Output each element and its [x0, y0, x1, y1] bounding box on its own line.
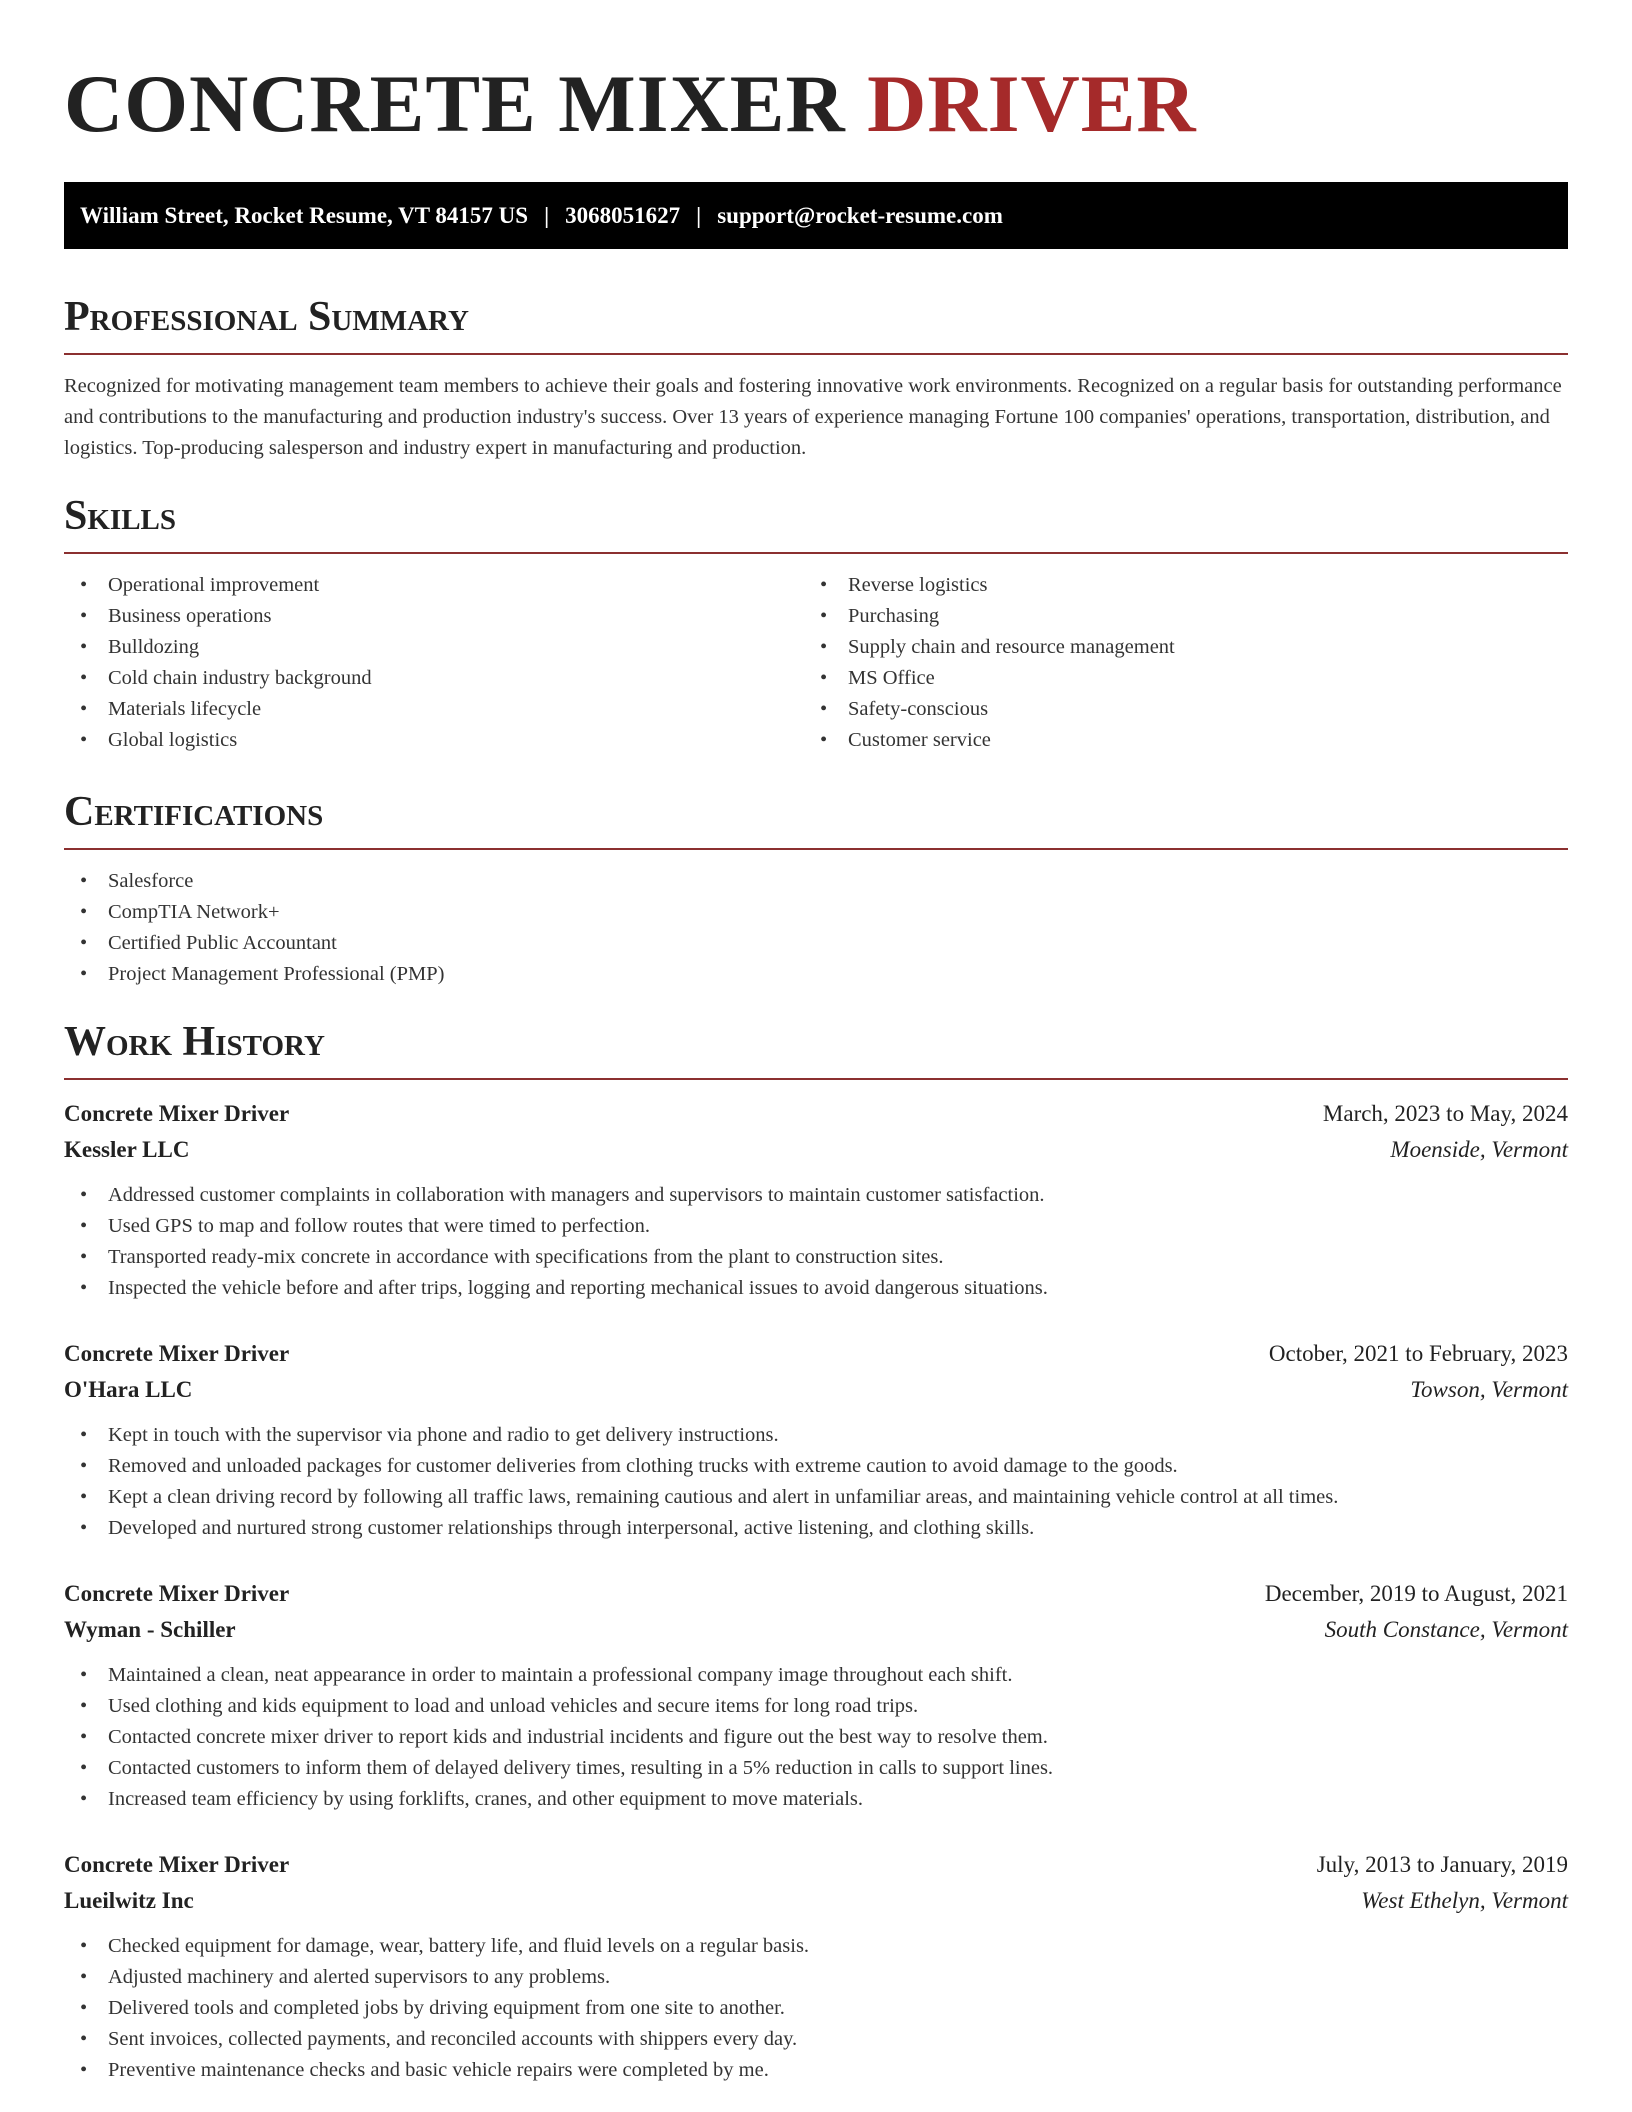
job-title: Concrete Mixer Driver	[64, 1341, 290, 1366]
job-bullet: • Used GPS to map and follow routes that were timed to perfection.	[64, 1211, 1568, 1242]
skills-list-left	[64, 570, 804, 756]
summary-heading: Professional Summary	[64, 294, 469, 340]
skill-item: • Business operations	[64, 601, 804, 632]
job-location: Moenside, Vermont	[1390, 1137, 1568, 1162]
job-company-row	[64, 1132, 1568, 1168]
skill-item: • Customer service	[804, 725, 1544, 756]
job-bullet: • Delivered tools and completed jobs by driving equipment from one site to another.	[64, 1993, 1568, 2024]
contact-separator: |	[696, 202, 702, 228]
job-bullet: • Developed and nurtured strong customer relationships through interpersonal, active listening, and clothing skills.	[64, 1513, 1568, 1544]
section-divider	[64, 1078, 1568, 1080]
certifications-section	[64, 788, 1568, 990]
job-company-row	[64, 1612, 1568, 1648]
skill-item: • Bulldozing	[64, 632, 804, 663]
job-dates: March, 2023 to May, 2024	[1322, 1101, 1568, 1126]
job-entry	[64, 1336, 1568, 1544]
job-bullet: • Kept a clean driving record by following all traffic laws, remaining cautious and alert in unfamiliar areas, and maintaining vehicle control at all times.	[64, 1482, 1568, 1513]
job-dates: December, 2019 to August, 2021	[1264, 1581, 1568, 1606]
contact-phone: 3068051627	[565, 202, 681, 228]
certification-item: • Project Management Professional (PMP)	[64, 959, 1568, 990]
job-title: Concrete Mixer Driver	[64, 1581, 290, 1606]
skill-item: • Materials lifecycle	[64, 694, 804, 725]
work-history-heading: Work History	[64, 1019, 325, 1065]
contact-address: William Street, Rocket Resume, VT 84157 US	[80, 202, 529, 228]
job-bullet: • Maintained a clean, neat appearance in order to maintain a professional company image throughout each shift.	[64, 1660, 1568, 1691]
skills-heading: Skills	[64, 493, 177, 539]
skill-item: • Cold chain industry background	[64, 663, 804, 694]
work-history-section	[64, 1018, 1568, 2086]
certifications-list	[64, 866, 1568, 990]
job-title: Concrete Mixer Driver	[64, 1101, 290, 1126]
job-bullets	[64, 1931, 1568, 2086]
job-bullet: • Removed and unloaded packages for customer deliveries from clothing trucks with extreme caution to avoid damage to the goods.	[64, 1451, 1568, 1482]
job-bullet: • Used clothing and kids equipment to load and unload vehicles and secure items for long road trips.	[64, 1691, 1568, 1722]
summary-text: Recognized for motivating management team members to achieve their goals and fostering innovative work environments. Recognized on a regular basis for outstanding performance and contributions to the manufacturing and production industry's success. Over 13 years of experience managing Fortune 100 companies' operations, transportation, distribution, and logistics. Top-producing salesperson and industry expert in manufacturing and production.	[64, 375, 1562, 459]
job-header-row	[64, 1847, 1568, 1883]
job-header-row	[64, 1576, 1568, 1612]
skills-list-right	[804, 570, 1544, 756]
job-location: Towson, Vermont	[1410, 1377, 1568, 1402]
skill-item: • MS Office	[804, 663, 1544, 694]
skills-section	[64, 492, 1568, 756]
job-bullet: • Checked equipment for damage, wear, battery life, and fluid levels on a regular basis.	[64, 1931, 1568, 1962]
job-bullet: • Addressed customer complaints in collaboration with managers and supervisors to maintain customer satisfaction.	[64, 1180, 1568, 1211]
skill-item: • Global logistics	[64, 725, 804, 756]
job-bullet: • Transported ready-mix concrete in accordance with specifications from the plant to construction sites.	[64, 1242, 1568, 1273]
job-bullet: • Inspected the vehicle before and after trips, logging and reporting mechanical issues to avoid dangerous situations.	[64, 1273, 1568, 1304]
job-location: South Constance, Vermont	[1324, 1617, 1568, 1642]
contact-bar	[64, 182, 1568, 249]
job-location: West Ethelyn, Vermont	[1361, 1888, 1568, 1913]
job-title: Concrete Mixer Driver	[64, 1852, 290, 1877]
job-bullet: • Sent invoices, collected payments, and reconciled accounts with shippers every day.	[64, 2024, 1568, 2055]
skill-item: • Safety-conscious	[804, 694, 1544, 725]
skill-item: • Purchasing	[804, 601, 1544, 632]
skill-item: • Supply chain and resource management	[804, 632, 1544, 663]
job-bullets	[64, 1660, 1568, 1815]
job-bullet: • Adjusted machinery and alerted supervisors to any problems.	[64, 1962, 1568, 1993]
resume-title	[64, 58, 1568, 150]
job-bullet: • Contacted customers to inform them of delayed delivery times, resulting in a 5% reduction in calls to support lines.	[64, 1753, 1568, 1784]
section-divider	[64, 552, 1568, 554]
job-company: Kessler LLC	[64, 1137, 190, 1162]
job-entry	[64, 1847, 1568, 2086]
resume-page	[64, 0, 1568, 2086]
certification-item: • Certified Public Accountant	[64, 928, 1568, 959]
title-accent: DRIVER	[867, 58, 1197, 149]
certifications-heading: Certifications	[64, 789, 324, 835]
job-entry	[64, 1096, 1568, 1304]
job-bullets	[64, 1420, 1568, 1544]
job-bullet: • Increased team efficiency by using forklifts, cranes, and other equipment to move materials.	[64, 1784, 1568, 1815]
job-bullet: • Preventive maintenance checks and basic vehicle repairs were completed by me.	[64, 2055, 1568, 2086]
job-bullets	[64, 1180, 1568, 1304]
certification-item: • Salesforce	[64, 866, 1568, 897]
job-company: Wyman - Schiller	[64, 1617, 236, 1642]
skill-item: • Operational improvement	[64, 570, 804, 601]
job-company: O'Hara LLC	[64, 1377, 193, 1402]
job-bullet: • Contacted concrete mixer driver to report kids and industrial incidents and figure out the best way to resolve them.	[64, 1722, 1568, 1753]
title-main: CONCRETE MIXER	[64, 58, 846, 149]
skill-item: • Reverse logistics	[804, 570, 1544, 601]
job-header-row	[64, 1336, 1568, 1372]
job-company: Lueilwitz Inc	[64, 1888, 194, 1913]
job-dates: October, 2021 to February, 2023	[1268, 1341, 1568, 1366]
job-company-row	[64, 1883, 1568, 1919]
section-divider	[64, 353, 1568, 355]
job-entry	[64, 1576, 1568, 1815]
job-bullet: • Kept in touch with the supervisor via phone and radio to get delivery instructions.	[64, 1420, 1568, 1451]
certification-item: • CompTIA Network+	[64, 897, 1568, 928]
contact-email: support@rocket-resume.com	[717, 202, 1003, 228]
summary-section	[64, 293, 1568, 464]
contact-separator: |	[544, 202, 550, 228]
section-divider	[64, 848, 1568, 850]
job-company-row	[64, 1372, 1568, 1408]
skills-columns	[64, 570, 1568, 756]
job-header-row	[64, 1096, 1568, 1132]
job-dates: July, 2013 to January, 2019	[1316, 1852, 1568, 1877]
